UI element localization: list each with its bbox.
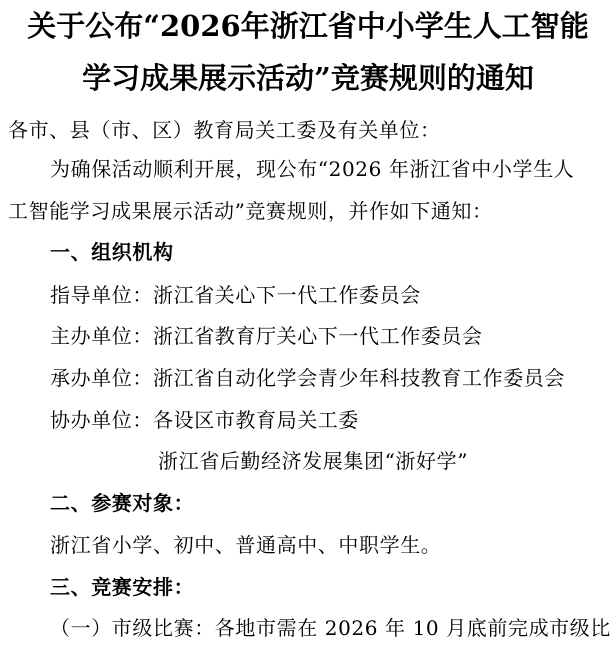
section-heading-participants: 二、参赛对象： xyxy=(50,491,195,515)
section-heading-schedule: 三、竞赛安排： xyxy=(50,575,195,599)
salutation: 各市、县（市、区）教育局关工委及有关单位： xyxy=(8,118,441,142)
participants-body: 浙江省小学、初中、普通高中、中职学生。 xyxy=(50,533,442,557)
co-organizer-unit-continued: 浙江省后勤经济发展集团“浙好学” xyxy=(158,449,469,473)
co-organizer-unit: 协办单位：各设区市教育局关工委 xyxy=(50,408,359,432)
guide-unit: 指导单位：浙江省关心下一代工作委员会 xyxy=(50,283,421,307)
document-title-line-1: 关于公布“2026年浙江省中小学生人工智能 xyxy=(27,9,589,43)
intro-paragraph-line-1: 为确保活动顺利开展，现公布“2026 年浙江省中小学生人 xyxy=(50,157,575,181)
organizer-unit: 承办单位：浙江省自动化学会青少年科技教育工作委员会 xyxy=(50,366,565,390)
document-title-line-2: 学习成果展示活动”竞赛规则的通知 xyxy=(82,61,534,95)
schedule-item-city-level: （一）市级比赛：各地市需在 2026 年 10 月底前完成市级比 xyxy=(50,616,611,640)
section-heading-organization: 一、组织机构 xyxy=(50,240,174,264)
intro-paragraph-line-2: 工智能学习成果展示活动”竞赛规则，并作如下通知： xyxy=(8,199,493,223)
host-unit: 主办单位：浙江省教育厅关心下一代工作委员会 xyxy=(50,324,483,348)
